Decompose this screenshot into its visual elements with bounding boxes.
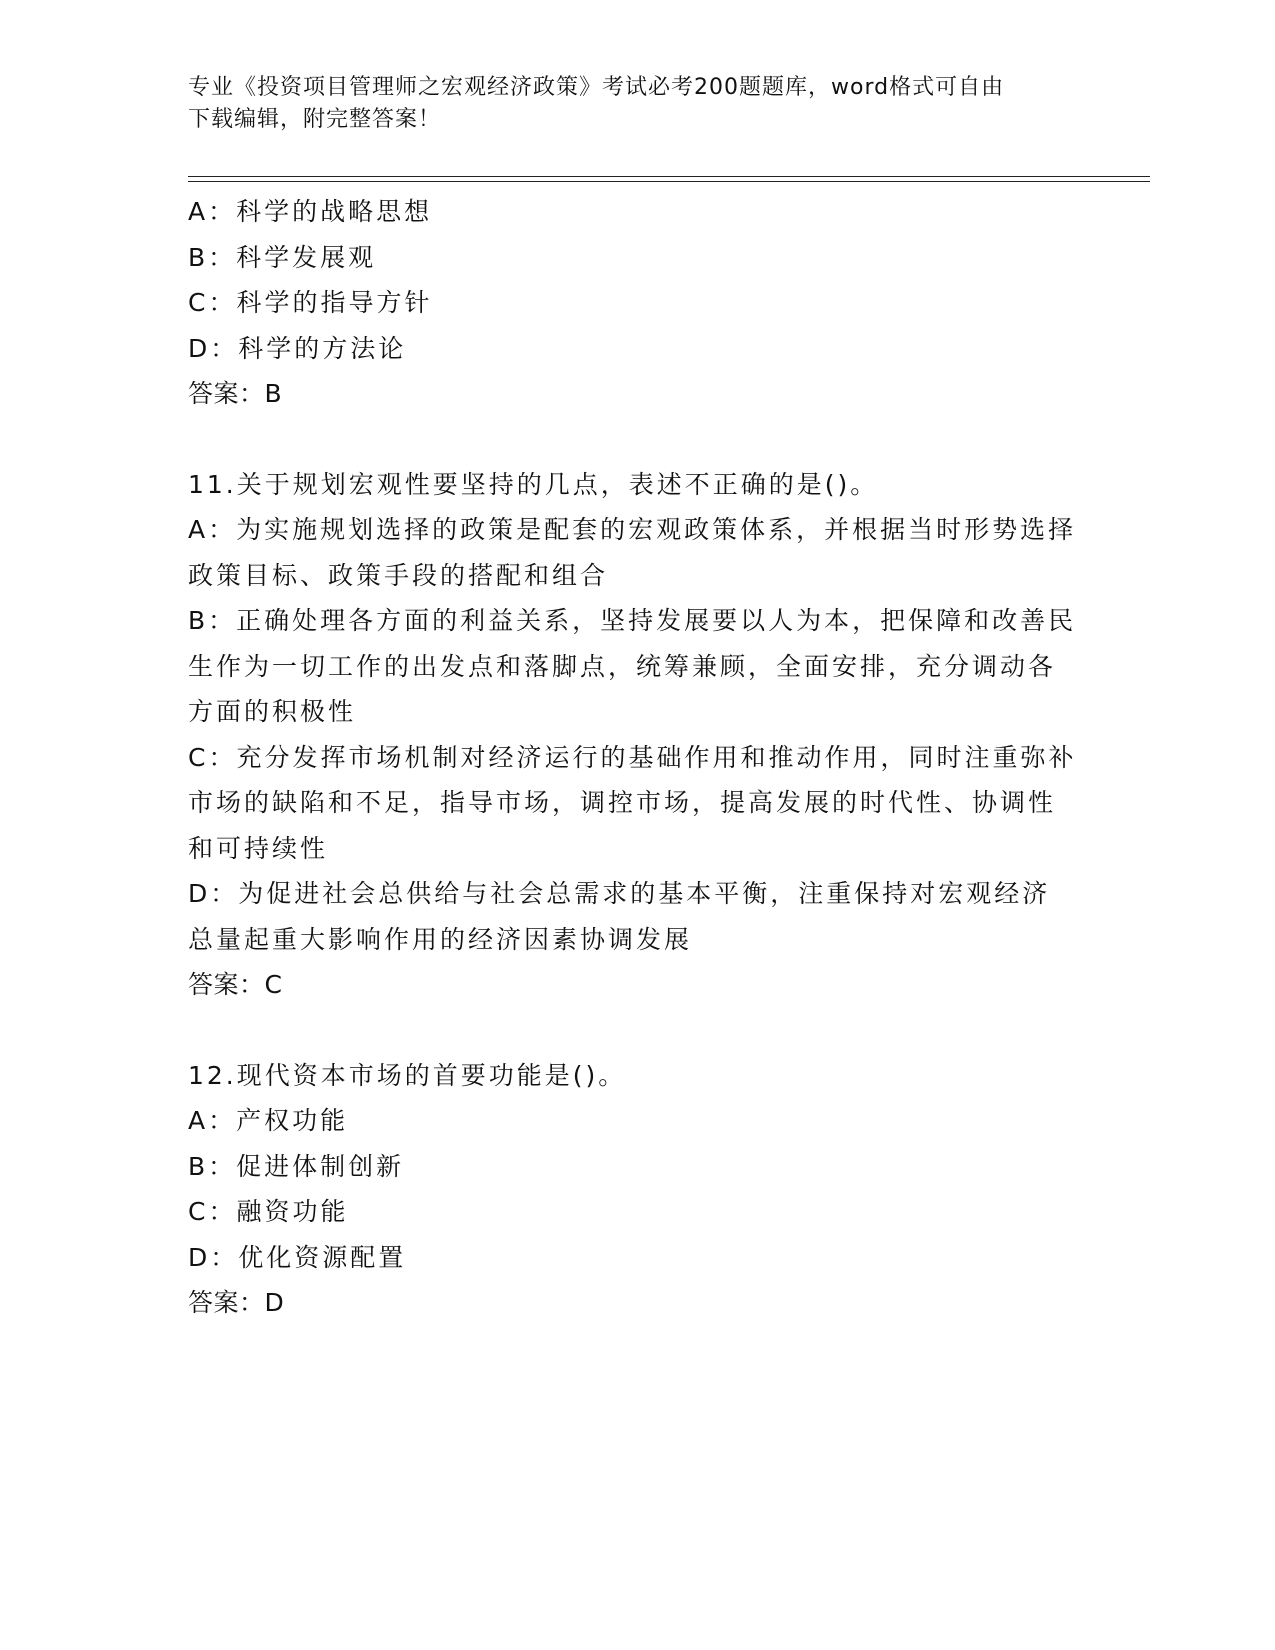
question-12: [188, 1053, 1078, 1326]
option-c: C：融资功能: [188, 1197, 349, 1226]
option-c: C：科学的指导方针: [188, 288, 433, 317]
question-10: [188, 189, 1078, 417]
header-divider-bottom: [188, 181, 1150, 182]
question-text: 12.现代资本市场的首要功能是()。: [188, 1060, 627, 1090]
option-d: D：为促进社会总供给与社会总需求的基本平衡，注重保持对宏观经济总量起重大影响作用的经济因素协调发展: [188, 879, 1051, 954]
question-list: [188, 189, 1078, 1326]
document-header: [188, 72, 1068, 136]
answer-line: 答案：B: [188, 379, 283, 408]
option-b: B：正确处理各方面的利益关系，坚持发展要以人为本，把保障和改善民生作为一切工作的出发点和落脚点，统筹兼顾，全面安排，充分调动各方面的积极性: [188, 606, 1077, 726]
option-b: B：促进体制创新: [188, 1151, 405, 1181]
option-b: B：科学发展观: [188, 242, 377, 272]
spacer: [188, 417, 1078, 462]
option-c: C：充分发挥市场机制对经济运行的基础作用和推动作用，同时注重弥补市场的缺陷和不足，指导市场，调控市场，提高发展的时代性、协调性和可持续性: [188, 742, 1077, 863]
header-divider-top: [188, 176, 1150, 177]
option-a: A：产权功能: [188, 1106, 349, 1135]
option-a: A：科学的战略思想: [188, 197, 433, 226]
spacer: [188, 1008, 1078, 1053]
header-line-2: 下载编辑，附完整答案！: [188, 107, 442, 132]
option-d: D：科学的方法论: [188, 333, 407, 363]
answer-line: 答案：D: [188, 1288, 285, 1317]
header-line-1: 专业《投资项目管理师之宏观经济政策》考试必考200题题库，word格式可自由: [188, 75, 1005, 100]
answer-line: 答案：C: [188, 970, 283, 999]
question-text: 11.关于规划宏观性要坚持的几点，表述不正确的是()。: [188, 469, 879, 499]
option-d: D：优化资源配置: [188, 1242, 407, 1272]
option-a: A：为实施规划选择的政策是配套的宏观政策体系，并根据当时形势选择政策目标、政策手段的搭配和组合: [188, 515, 1077, 590]
question-11: [188, 462, 1078, 1008]
